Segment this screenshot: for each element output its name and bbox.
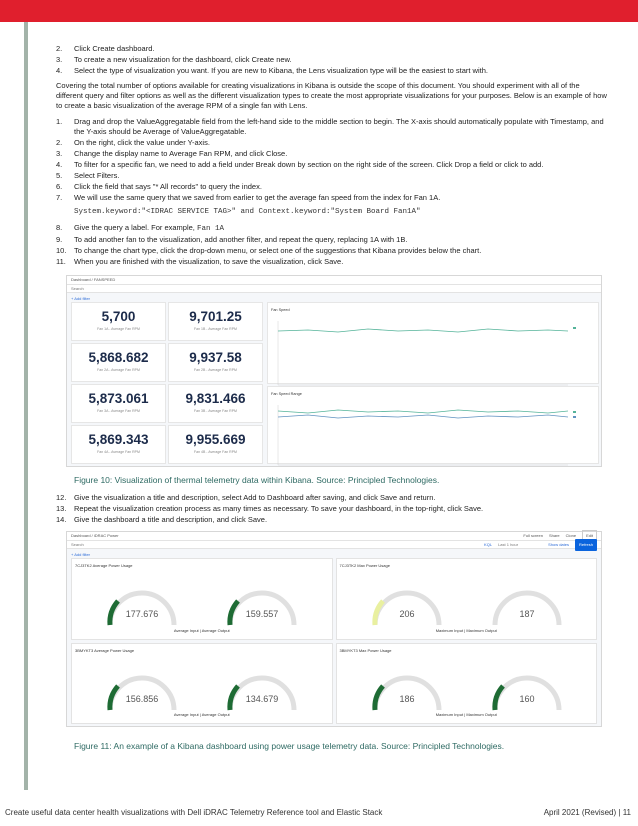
metric-tile: 5,869.343 Fan 4A - Average Fan RPM [71, 425, 166, 464]
page-content [56, 44, 608, 759]
kibana-topbar: Dashboard / FANSPEED [67, 276, 601, 285]
list-item: 4. To filter for a specific fan, we need to add a field under Break down by section on the right side of the screen. Click Drop a field or click to add. [56, 160, 544, 169]
page-footer [5, 808, 631, 817]
gauge-value: 134.679 [245, 693, 279, 704]
figure11-screenshot [66, 531, 602, 727]
list-item: 9. To add another fan to the visualization, add another filter, and repeat the query, replacing 1A with 1B. [56, 235, 408, 244]
gauge-value: 156.856 [125, 693, 159, 704]
gauge-panel [336, 643, 598, 725]
series-line [278, 415, 568, 418]
metric-grid [71, 302, 263, 464]
list-item: 4. Select the type of visualization you want. If you are new to Kibana, the Lens visualization type will be the easiest to start with. [56, 66, 488, 75]
gauge-pair [72, 652, 332, 716]
gauge-grid [71, 558, 597, 724]
kibana-search-bar[interactable]: Search [67, 285, 601, 293]
gauge-value: 177.676 [125, 609, 159, 619]
legend-swatch [573, 416, 576, 418]
line-chart [268, 317, 598, 389]
step8-text: Give the query a label. For example, [74, 223, 197, 232]
metric-tile: 5,873.061 Fan 3A - Average Fan RPM [71, 384, 166, 423]
step8-code: Fan 1A [196, 225, 224, 233]
menu-share[interactable]: Share [548, 533, 560, 538]
menu-full-screen[interactable]: Full screen [523, 533, 543, 538]
panel-title: 7CJ3TK2 Average Power Usage [75, 563, 133, 568]
time-picker[interactable]: Last 1 hour [498, 541, 519, 547]
line-chart-panel [267, 386, 599, 464]
panel-title: 3BMYKT3 Average Power Usage [75, 647, 135, 653]
refresh-button[interactable]: Refresh [575, 539, 597, 551]
gauge-pair [72, 567, 332, 631]
list-item: 10. To change the chart type, click the drop-down menu, or select one of the suggestions that Kibana provides below the chart. [56, 246, 482, 255]
show-dates-link[interactable]: Show dates [548, 541, 569, 547]
list-item: 3. To create a new visualization for the dashboard, click Create new. [56, 55, 292, 64]
list-item: 2. Click Create dashboard. [56, 44, 155, 53]
panel-title: 3BMYKT3 Max Power Usage [339, 647, 392, 653]
list-item: 8. Give the query a label. For example, Fan 1A [56, 223, 224, 233]
list-item: 1. Drag and drop the ValueAggregatable field from the left-hand side to the middle section to begin. The X-axis should automatically populate with Timestamp, and the Y-axis should be Average of ValueAggregatable. [56, 117, 604, 136]
legend-swatch [573, 411, 576, 413]
metric-tile: 9,937.58 Fan 2B - Average Fan RPM [168, 343, 263, 382]
list-item: 5. Select Filters. [56, 171, 120, 180]
add-filter-link[interactable]: + Add filter [71, 296, 91, 301]
panel-legend: Average Input | Average Output [173, 712, 230, 717]
line-chart [268, 401, 598, 469]
gauge-pair [337, 567, 597, 631]
metric-tile: 9,955.669 Fan 4B - Average Fan RPM [168, 425, 263, 464]
list-item: 13. Repeat the visualization creation process as many times as necessary. To save your dashboard, in the top-right, click Save. [56, 504, 484, 513]
figure11-caption: Figure 11: An example of a Kibana dashboard using power usage telemetry data. Source: Principled Technologies. [74, 741, 505, 751]
chart-title: Fan Speed [271, 308, 290, 312]
panel-title: 7CJ3TK2 Max Power Usage [339, 563, 390, 568]
list-item: 14. Give the dashboard a title and description, and click Save. [56, 515, 268, 524]
kql-toggle[interactable]: KQL [484, 541, 493, 547]
footer-title: Create useful data center health visualizations with Dell iDRAC Telemetry Reference tool and Elastic Stack [5, 808, 383, 817]
steps-list-a [56, 44, 608, 76]
footer-date-page: April 2021 (Revised) | 11 [543, 808, 631, 817]
left-margin-bar [24, 22, 28, 790]
kibana-topbar: Dashboard / iDRAC Power Full screen Share Clone Edit [67, 532, 601, 541]
list-item: 7. We will use the same query that we saved from earlier to get the average fan speed from the index for Fan 1A. [56, 193, 441, 202]
gauge-pair [337, 652, 597, 716]
panel-legend: Maximum Input | Maximum Output [435, 712, 497, 717]
gauge-value: 187 [518, 609, 535, 619]
menu-clone[interactable]: Clone [565, 533, 577, 538]
kibana-search-bar[interactable]: Search KQL Last 1 hour Show dates Refresh [67, 541, 601, 549]
line-chart-panel [267, 302, 599, 384]
metric-tile: 5,700 Fan 1A - Average Fan RPM [71, 302, 166, 341]
gauge-panel [336, 558, 598, 640]
gauge-value: 206 [398, 609, 415, 619]
gauge-value: 159.557 [245, 609, 279, 619]
list-item: 12. Give the visualization a title and description, select Add to Dashboard after saving, and click Save and return. [56, 493, 436, 502]
steps-list-b [56, 117, 608, 203]
list-item: 2. On the right, click the value under Y-axis. [56, 138, 210, 147]
series-line [278, 329, 568, 332]
steps-list-c [56, 223, 608, 267]
figure10-screenshot [66, 275, 602, 467]
gauge-value: 186 [398, 693, 415, 704]
body-paragraph: Covering the total number of options available for creating visualizations in Kibana is outside the scope of this document. You should experiment with all of the different query and filter options as well as the different visualization types to create the most appropriate visualizations for your purposes. Below is an example of how to create a basic visualization of the average RPM of a single fan with Lens. [56, 81, 607, 110]
series-line [278, 410, 568, 413]
metric-tile: 9,831.466 Fan 3B - Average Fan RPM [168, 384, 263, 423]
metric-tile: 5,868.682 Fan 2A - Average Fan RPM [71, 343, 166, 382]
metric-tile: 9,701.25 Fan 1B - Average Fan RPM [168, 302, 263, 341]
chart-title: Fan Speed Range [271, 392, 302, 396]
panel-legend: Average Input | Average Output [173, 627, 230, 633]
panel-legend: Maximum Input | Maximum Output [435, 627, 497, 633]
gauge-panel [71, 643, 333, 725]
gauge-value: 160 [518, 693, 535, 704]
add-filter-link[interactable]: + Add filter [71, 552, 91, 557]
figure10-caption: Figure 10: Visualization of thermal telemetry data within Kibana. Source: Principled Technologies. [74, 475, 440, 485]
code-query: System.keyword:"<IDRAC SERVICE TAG>" and Context.keyword:"System Board Fan1A" [74, 208, 421, 216]
list-item: 6. Click the field that says "* All records" to query the index. [56, 182, 262, 191]
brand-top-bar [0, 0, 638, 22]
list-item: 11. When you are finished with the visualization, to save the visualization, click Save. [56, 257, 344, 266]
gauge-panel [71, 558, 333, 640]
legend-swatch [573, 327, 576, 329]
steps-list-d [56, 493, 608, 525]
list-item: 3. Change the display name to Average Fan RPM, and click Close. [56, 149, 288, 158]
menu-edit[interactable]: Edit [582, 530, 597, 542]
